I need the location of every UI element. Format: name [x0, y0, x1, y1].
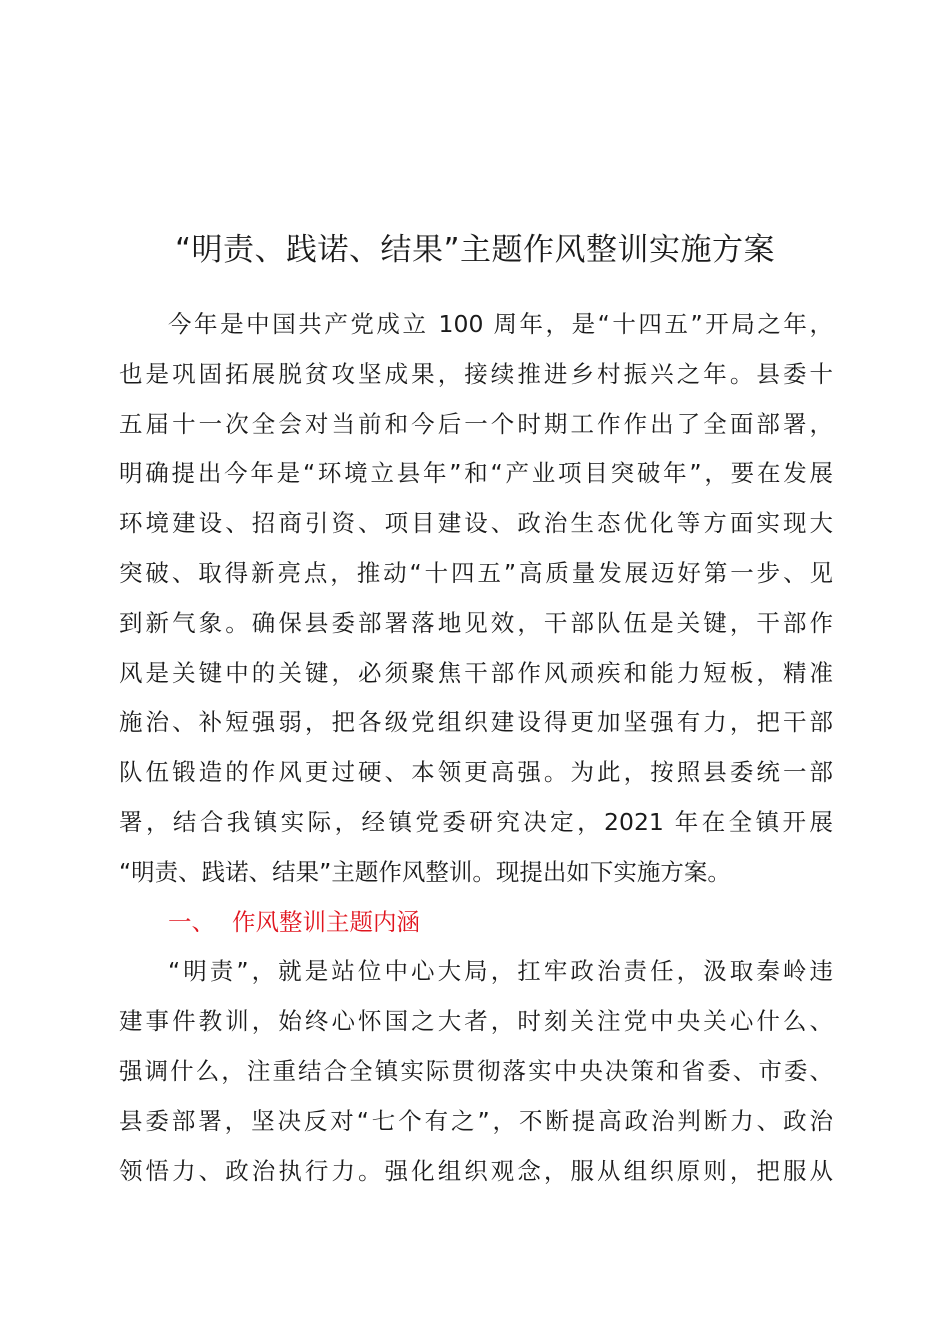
text-line: 明确提出今年是“环境立县年”和“产业项目突破年”，要在发展 [119, 459, 833, 488]
text-line: 风是关键中的关键，必须聚焦干部作风顽疾和能力短板，精准 [119, 658, 833, 687]
text-line: 施治、补短强弱，把各级党组织建设得更加坚强有力，把干部 [119, 708, 833, 737]
text-line: 县委部署，坚决反对“七个有之”，不断提高政治判断力、政治 [119, 1106, 833, 1135]
text-line: 到新气象。确保县委部署落地见效，干部队伍是关键，干部作 [119, 608, 833, 637]
text-line: 领悟力、政治执行力。强化组织观念，服从组织原则，把服从 [119, 1156, 833, 1185]
text-line: 队伍锻造的作风更过硬、本领更高强。为此，按照县委统一部 [119, 758, 833, 787]
text-line: 五届十一次全会对当前和今后一个时期工作作出了全面部署， [119, 409, 833, 438]
document-body [119, 300, 833, 1196]
text-line: 署，结合我镇实际，经镇党委研究决定，2021 年在全镇开展 [119, 807, 833, 836]
text-line: 强调什么，注重结合全镇实际贯彻落实中央决策和省委、市委、 [119, 1056, 833, 1085]
paragraph-intro [119, 300, 833, 898]
text-line: 也是巩固拓展脱贫攻坚成果，接续推进乡村振兴之年。县委十 [119, 359, 833, 388]
section-number: 一、 [168, 907, 215, 936]
text-line: 建事件教训，始终心怀国之大者，时刻关注党中央关心什么、 [119, 1007, 833, 1036]
document-title: “明责、践诺、结果”主题作风整训实施方案 [174, 232, 776, 268]
text-line: “明责、践诺、结果”主题作风整训。现提出如下实施方案。 [119, 857, 731, 886]
section-title: 作风整训主题内涵 [232, 907, 420, 936]
text-line: 突破、取得新亮点，推动“十四五”高质量发展迈好第一步、见 [119, 558, 833, 587]
text-line: 今年是中国共产党成立 100 周年，是“十四五”开局之年， [168, 310, 833, 338]
section-heading [119, 898, 833, 948]
paragraph-section1 [119, 947, 833, 1196]
text-line: 环境建设、招商引资、项目建设、政治生态优化等方面实现大 [119, 509, 833, 538]
text-line: “明责”，就是站位中心大局，扛牢政治责任，汲取秦岭违 [168, 957, 833, 986]
